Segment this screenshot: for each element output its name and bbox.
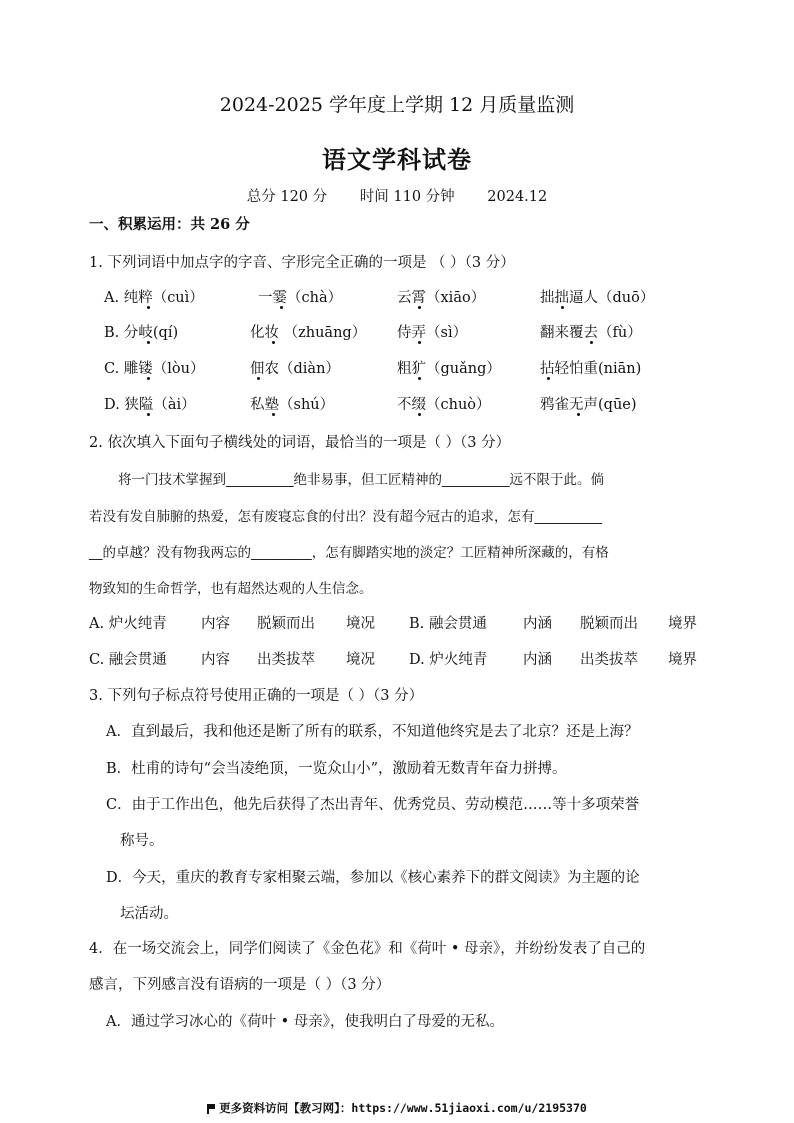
q2-option-c-word-2: 内容 (201, 652, 230, 668)
footer (0, 1100, 794, 1116)
q4-option-a: A．通过学习冰心的《荷叶 • 母亲》，使我明白了母爱的无私。 (106, 1014, 504, 1030)
q2-option-b-word-2: 内涵 (523, 616, 552, 632)
emphasis-dot (257, 377, 260, 380)
q3-option-d-continued: 坛活动。 (120, 906, 178, 922)
q1-c-word-1: C. 雕镂（lòu） (104, 361, 205, 377)
q3-option-b: B．杜甫的诗句“会当凌绝顶，一览众山小”，激励着无数青年奋力拼搏。 (106, 761, 567, 777)
emphasis-dot (147, 306, 150, 309)
q2-option-c-word-3: 出类拔萃 (257, 652, 315, 668)
section-title: 一、积累运用：共 26 分 (89, 216, 250, 233)
q1-d-word-1: D. 狭隘（ài） (104, 397, 196, 413)
emphasis-dot (147, 341, 150, 344)
q2-option-d-word-3: 出类拔萃 (580, 652, 638, 668)
emphasis-dot (147, 413, 150, 416)
emphasis-dot (418, 341, 421, 344)
question-2-passage-line: __的卓越？没有物我两忘的_________，怎有脚踏实地的淡定？工匠精神所深藏的，有格 (89, 545, 609, 561)
q1-a-word-1: A. 纯粹（cuì） (104, 290, 204, 306)
emphasis-dot (272, 341, 275, 344)
q1-b-word-3: 侍弄（sì） (397, 325, 468, 341)
emphasis-dot (147, 377, 150, 380)
emphasis-dot (280, 306, 283, 309)
emphasis-dot (418, 306, 421, 309)
question-4-stem: 4．在一场交流会上，同学们阅读了《金色花》和《荷叶 • 母亲》，并纷纷发表了自己的 (89, 941, 646, 957)
total-score: 总分 120 分 (246, 189, 328, 205)
exam-subject: 语文学科试卷 (322, 145, 472, 174)
emphasis-dot (577, 413, 580, 416)
q2-option-b-word-1: B. 融会贯通 (409, 616, 487, 632)
question-2-passage-line: 若没有发自肺腑的热爱，怎有废寝忘食的付出？没有超今冠古的追求，怎有__________ (89, 509, 602, 525)
question-4-stem-continued: 感言，下列感言没有语病的一项是（ ）（3 分） (89, 977, 391, 993)
q1-a-word-3: 云霄（xiāo） (397, 290, 486, 306)
q2-option-d-word-1: D. 炉火纯青 (409, 652, 488, 668)
q3-option-c-continued: 称号。 (120, 833, 164, 849)
q2-option-a-word-3: 脱颖而出 (257, 616, 315, 632)
emphasis-dot (418, 377, 421, 380)
q1-b-word-2: 化妆 （zhuāng） (250, 325, 367, 341)
q1-b-word-4: 翻来覆去（fù） (540, 325, 642, 341)
q1-d-word-2: 私塾（shú） (250, 397, 335, 413)
q2-option-a-word-1: A. 炉火纯青 (89, 616, 167, 632)
q1-d-word-4: 鸦雀无声(qūe) (540, 397, 637, 413)
exam-meta (0, 185, 794, 206)
q2-option-b-word-3: 脱颖而出 (580, 616, 638, 632)
question-2-passage-line: 物致知的生命哲学，也有超然达观的人生信念。 (89, 581, 373, 597)
footer-link-text[interactable]: 更多资料访问【教习网】：https://www.51jiaoxi.com/u/2195370 (219, 1101, 587, 1115)
q2-option-d-word-2: 内涵 (523, 652, 552, 668)
q3-option-a: A．直到最后，我和他还是断了所有的联系，不知道他终究是去了北京？还是上海？ (106, 724, 639, 740)
q2-option-a-word-4: 境况 (346, 616, 375, 632)
q2-option-b-word-4: 境界 (668, 616, 697, 632)
q1-d-word-3: 不缀（chuò） (397, 397, 491, 413)
q1-c-word-2: 佃农（diàn） (250, 361, 340, 377)
q2-option-a-word-2: 内容 (201, 616, 230, 632)
emphasis-dot (418, 413, 421, 416)
flag-icon (207, 1104, 215, 1113)
exam-time: 时间 110 分钟 (359, 189, 455, 205)
exam-title: 2024-2025 学年度上学期 12 月质量监测 (219, 94, 575, 116)
question-2-stem: 2. 依次填入下面句子横线处的词语，最恰当的一项是（ ）（3 分） (89, 435, 511, 451)
question-2-passage-line: 将一门技术掌握到__________绝非易事，但工匠精神的__________远不限于此。倘 (118, 472, 604, 488)
q1-c-word-3: 粗犷（guǎng） (397, 361, 501, 377)
emphasis-dot (272, 413, 275, 416)
emphasis-dot (561, 306, 564, 309)
emphasis-dot (547, 377, 550, 380)
q1-c-word-4: 拈轻怕重(niān) (540, 361, 642, 377)
q3-option-d: D．今天，重庆的教育专家相聚云端，参加以《核心素养下的群文阅读》为主题的论 (106, 870, 640, 886)
q1-a-word-4: 拙拙逼人（duō） (540, 290, 655, 306)
q3-option-c: C．由于工作出色，他先后获得了杰出青年、优秀党员、劳动模范……等十多项荣誉 (106, 797, 640, 813)
question-1-stem: 1. 下列词语中加点字的字音、字形完全正确的一项是 （ ）（3 分） (89, 255, 515, 271)
q1-a-word-2: 一霎（chà） (258, 290, 343, 306)
exam-date: 2024.12 (487, 189, 548, 205)
q1-b-word-1: B. 分岐(qí) (104, 325, 179, 341)
question-3-stem: 3. 下列句子标点符号使用正确的一项是（ ）（3 分） (89, 688, 424, 704)
emphasis-dot (590, 341, 593, 344)
q2-option-d-word-4: 境界 (668, 652, 697, 668)
q2-option-c-word-1: C. 融会贯通 (89, 652, 167, 668)
q2-option-c-word-4: 境况 (346, 652, 375, 668)
